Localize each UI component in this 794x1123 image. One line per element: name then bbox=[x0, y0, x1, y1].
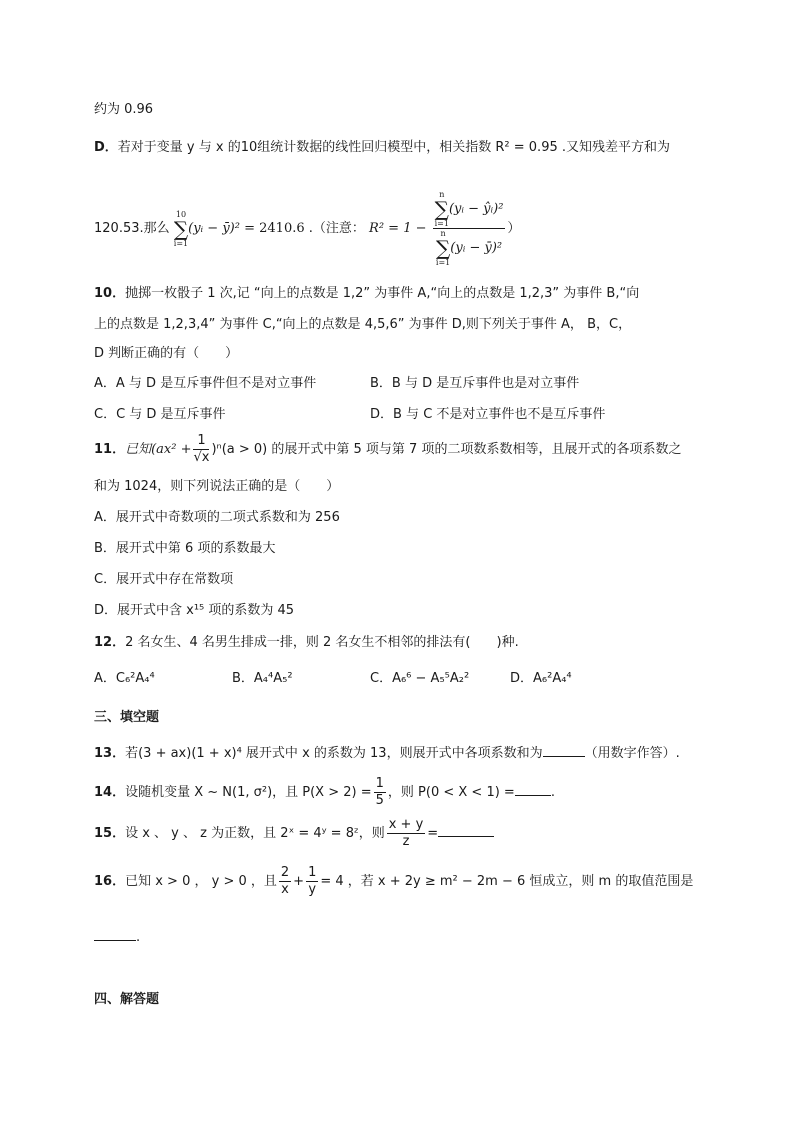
option-d-formula-line: 120.53.那么 10 ∑ i=1 (yᵢ − ȳ)² = 2410.6 .（注意： R² = 1 − n ∑ i=1 (yᵢ − ŷᵢ)² n ∑ i=1 (yᵢ − ȳ)² ） bbox=[94, 190, 521, 267]
q10-text1: 抛掷一枚骰子 1 次,记 “向上的点数是 1,2” 为事件 A,“向上的点数是 1,2,3” 为事件 B,“向 bbox=[125, 286, 640, 301]
q11-option-d: D．展开式中含 x¹⁵ 项的系数为 45 bbox=[94, 603, 295, 618]
q11-option-c: C．展开式中存在常数项 bbox=[94, 572, 234, 587]
sum-symbol: n ∑ i=1 bbox=[434, 190, 449, 228]
q11-option-b: B．展开式中第 6 项的系数最大 bbox=[94, 541, 276, 556]
r2-formula-lhs: R² = 1 − bbox=[369, 221, 427, 236]
q12-option-a: A．C₆²A₄⁴ bbox=[94, 671, 155, 686]
q10-option-d: D．B 与 C 不是对立事件也不是互斥事件 bbox=[370, 407, 606, 422]
q16-line: 16．已知 x > 0 ， y > 0 ，且 $\frac{2}{x}$ + $\frac{1}{y}$ = 4 ，若 x + 2y ≥ m² − 2m − 6 恒成立，则 m 的取值范围是 bbox=[94, 865, 694, 897]
q13-line: 13．若(3 + ax)(1 + x)⁴ 展开式中 x 的系数为 13，则展开式中各项系数和为 （用数字作答）. bbox=[94, 746, 680, 761]
sum-body: (yᵢ − ȳ)² bbox=[188, 221, 240, 236]
q10-line3: D 判断正确的有（ ） bbox=[94, 346, 239, 361]
answer-blank bbox=[438, 824, 494, 837]
sum-symbol: n ∑ i=1 bbox=[435, 229, 451, 267]
q10-option-b: B．B 与 D 是互斥事件也是对立事件 bbox=[370, 376, 580, 391]
then-text: .那么 bbox=[139, 221, 170, 236]
answer-continuation: 约为 0.96 bbox=[94, 102, 154, 117]
q12-option-b: B．A₄⁴A₅² bbox=[232, 671, 293, 686]
r2-fraction: n ∑ i=1 (yᵢ − ŷᵢ)² n ∑ i=1 (yᵢ − ȳ)² bbox=[434, 190, 504, 267]
q16-fraction-1: $\frac{2}{x}$ bbox=[280, 865, 290, 897]
q14-number: 14． bbox=[94, 785, 126, 800]
q10-line2: 上的点数是 1,2,3,4” 为事件 C,“向上的点数是 4,5,6” 为事件 D,则下列关于事件 A， B，C， bbox=[94, 317, 632, 332]
q12-option-d: D．A₆²A₄⁴ bbox=[510, 671, 572, 686]
q12-line1: 12．2 名女生、4 名男生排成一排，则 2 名女生不相邻的排法有( )种. bbox=[94, 635, 519, 650]
q14-line: 14．设随机变量 X ~ N(1, σ²)，且 P(X > 2) = $\frac{1}{5}$ ，则 P(0 < X < 1) = . bbox=[94, 776, 555, 808]
q11-number: 11． bbox=[94, 442, 126, 457]
answer-blank bbox=[515, 783, 551, 796]
q11-option-a: A．展开式中奇数项的二项式系数和为 256 bbox=[94, 510, 340, 525]
q16-answer-line: . bbox=[94, 928, 140, 947]
q11-line2: 和为 1024，则下列说法正确的是（ ） bbox=[94, 479, 340, 494]
q15-line: 15．设 x 、 y 、 z 为正数，且 2ˣ = 4ʸ = 8ᶻ，则 $\frac{x + y}{z}$ = bbox=[94, 816, 494, 852]
q12-option-c: C．A₆⁶ − A₅⁵A₂² bbox=[370, 671, 470, 686]
q14-fraction: $\frac{1}{5}$ bbox=[375, 776, 384, 808]
q11-line1: 11．已知(ax² + $\frac{1}{√x}$ )ⁿ(a > 0) 的展开式中第 5 项与第 7 项的二项数系数相等，且展开式的各项系数之 bbox=[94, 433, 682, 465]
sum-symbol: 10 ∑ i=1 bbox=[173, 209, 189, 248]
answer-blank bbox=[94, 928, 136, 941]
rss-value: 120.53 bbox=[94, 221, 140, 236]
option-d-line bbox=[94, 139, 670, 157]
q15-number: 15． bbox=[94, 826, 126, 841]
q15-fraction: $\frac{x + y}{z}$ bbox=[388, 817, 424, 849]
option-d-text: 若对于变量 y 与 x 的10组统计数据的线性回归模型中，相关指数 R² = 0.95 .又知残差平方和为 bbox=[117, 140, 670, 155]
q10-number: 10． bbox=[94, 286, 126, 301]
q10-option-c: C．C 与 D 是互斥事件 bbox=[94, 407, 226, 422]
section-heading-solution: 四、解答题 bbox=[94, 992, 160, 1007]
q13-number: 13． bbox=[94, 746, 126, 761]
q10-option-a: A．A 与 D 是互斥事件但不是对立事件 bbox=[94, 376, 317, 391]
q12-number: 12． bbox=[94, 635, 126, 650]
sum-result: = 2410.6 .（注意： bbox=[244, 221, 365, 236]
section-heading-fill-in: 三、填空题 bbox=[94, 710, 160, 725]
q11-fraction: $\frac{1}{√x}$ bbox=[193, 433, 210, 465]
q10-line1 bbox=[94, 285, 639, 303]
q16-fraction-2: $\frac{1}{y}$ bbox=[308, 865, 317, 897]
q16-number: 16． bbox=[94, 874, 126, 889]
answer-blank bbox=[543, 744, 585, 757]
option-d-label: D． bbox=[94, 140, 118, 155]
